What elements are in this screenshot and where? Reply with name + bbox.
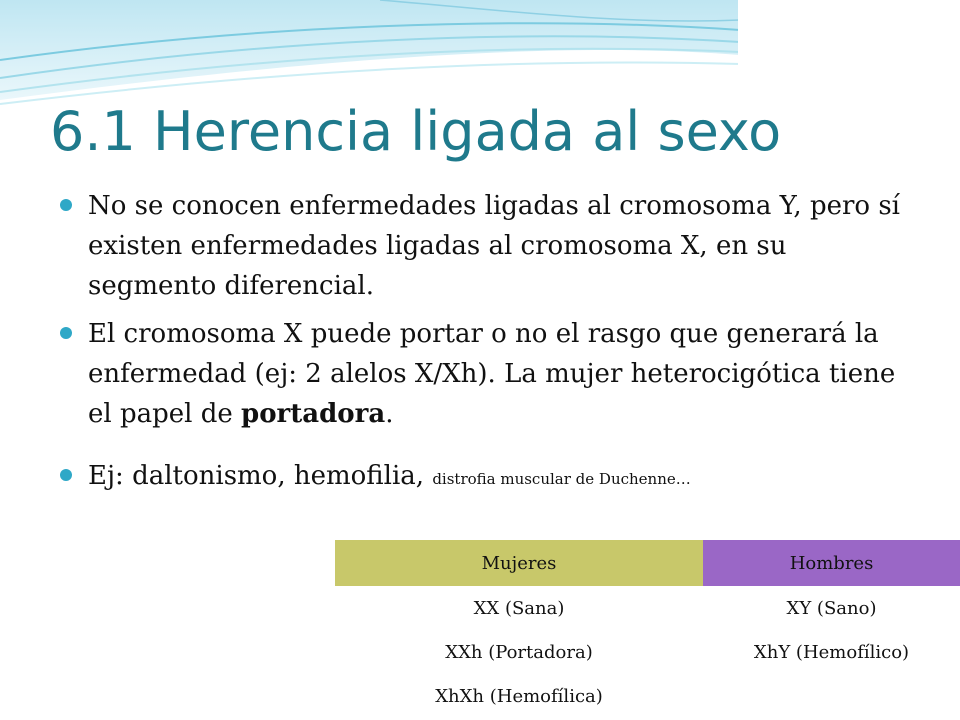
table-cell: [703, 674, 960, 718]
table-header-row: [335, 540, 960, 586]
sex-symbol-legend: [738, 0, 960, 110]
bullet-small-text: distrofia muscular de Duchenne…: [432, 470, 691, 488]
header-women: Mujeres: [335, 540, 703, 586]
bullet-bold-term: portadora: [241, 399, 386, 429]
table-cell: XhY (Hemofílico): [753, 641, 910, 663]
table-cell: XhXh (Hemofílica): [435, 685, 603, 707]
bullet-item: [60, 456, 910, 499]
bullet-item: [60, 314, 910, 434]
bullet-text: El cromosoma X puede portar o no el rasgo que generará la enfermedad (ej: 2 alelos X/Xh). La mujer heterocigótica tiene el papel de: [88, 319, 896, 429]
bullet-list: [60, 186, 910, 499]
bullet-item: [60, 186, 910, 306]
inheritance-table: [335, 540, 960, 718]
slide-title: 6.1 Herencia ligada al sexo: [50, 100, 782, 163]
table-cell: XX (Sana): [473, 597, 565, 619]
bullet-text: No se conocen enfermedades ligadas al cromosoma Y, pero sí existen enfermedades ligadas al cromosoma X, en su segmento diferencial.: [88, 191, 900, 301]
bullet-dot-icon: [60, 199, 72, 211]
table-row: [335, 674, 960, 718]
bullet-dot-icon: [60, 327, 72, 339]
bullet-text-end: .: [385, 399, 394, 429]
table-row: [335, 586, 960, 630]
bullet-dot-icon: [60, 469, 72, 481]
header-men: Hombres: [703, 540, 960, 586]
table-row: [335, 630, 960, 674]
table-cell: XY (Sano): [786, 597, 877, 619]
table-cell: XXh (Portadora): [445, 641, 593, 663]
bullet-text: Ej: daltonismo, hemofilia,: [88, 461, 425, 491]
